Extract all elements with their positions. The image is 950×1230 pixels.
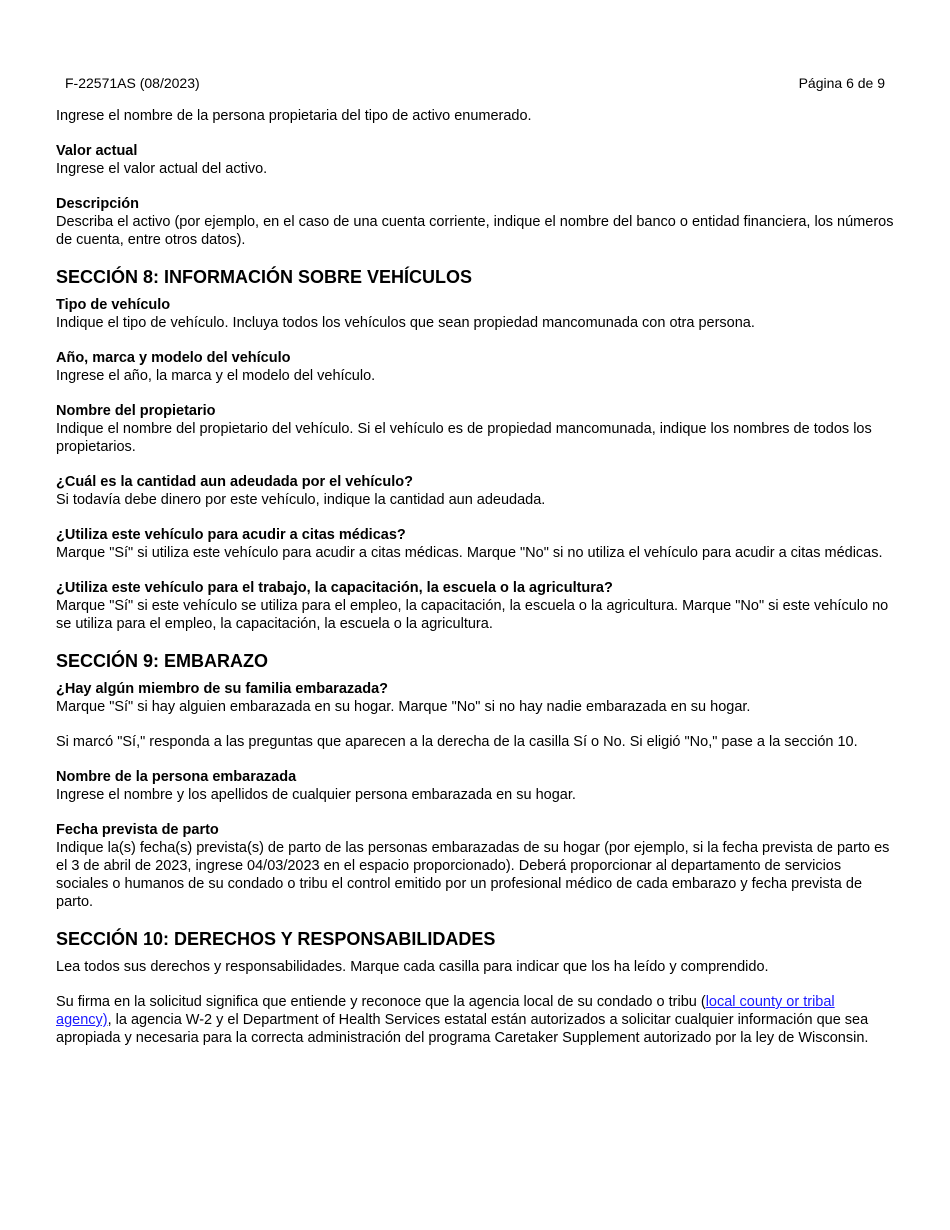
current-value-text: Ingrese el valor actual del activo. <box>56 161 268 177</box>
item-text: Marque "Sí" si utiliza este vehículo para acudir a citas médicas. Marque "No" si no utiliza el vehículo para acudir a citas médicas. <box>56 545 883 561</box>
document-body <box>56 107 894 1064</box>
item-label: Tipo de vehículo <box>56 297 171 313</box>
description-label: Descripción <box>56 196 139 212</box>
vehicle-type-block <box>56 296 894 332</box>
due-date-text: Indique la(s) fecha(s) prevista(s) de parto de las personas embarazadas de su hogar (por ejemplo, si la fecha prevista de parto es el 3 de abril de 2023, ingrese 04/03/2023 en el espacio proporcionado). Deberá proporcionar al departamento de servicios sociales o humanos de su condado o tribu el control emitido por un profesional médico de cada embarazo y fecha prevista de parto. <box>56 840 890 910</box>
due-date-label: Fecha prevista de parto <box>56 822 219 838</box>
medical-use-block <box>56 526 894 562</box>
description-block <box>56 195 894 249</box>
page-number: Página 6 de 9 <box>798 75 885 91</box>
amount-owed-block <box>56 473 894 509</box>
pregnancy-question-block <box>56 680 894 716</box>
item-text: Indique el nombre del propietario del vehículo. Si el vehículo es de propiedad mancomunada, indique los nombres de todos los propietarios. <box>56 421 872 455</box>
item-label: ¿Cuál es la cantidad aun adeudada por el vehículo? <box>56 474 413 490</box>
section-8-heading: SECCIÓN 8: INFORMACIÓN SOBRE VEHÍCULOS <box>56 267 473 287</box>
due-date-block <box>56 821 894 911</box>
pregnant-person-name-text: Ingrese el nombre y los apellidos de cualquier persona embarazada en su hogar. <box>56 787 576 803</box>
item-label: ¿Utiliza este vehículo para el trabajo, la capacitación, la escuela o la agricultura? <box>56 580 613 596</box>
owner-instruction: Ingrese el nombre de la persona propietaria del tipo de activo enumerado. <box>56 108 532 124</box>
item-text: Si todavía debe dinero por este vehículo, indique la cantidad aun adeudada. <box>56 492 546 508</box>
pregnancy-question-text: Marque "Sí" si hay alguien embarazada en su hogar. Marque "No" si no hay nadie embarazada en su hogar. <box>56 699 751 715</box>
work-use-block <box>56 579 894 633</box>
vehicle-owner-block <box>56 402 894 456</box>
item-text: Marque "Sí" si este vehículo se utiliza para el empleo, la capacitación, la escuela o la agricultura. Marque "No" si este vehículo no se utiliza para el empleo, la capacitación, la escuela o la agricultura. <box>56 598 889 632</box>
item-text: Ingrese el año, la marca y el modelo del vehículo. <box>56 368 376 384</box>
current-value-block <box>56 142 894 178</box>
signature-text-start: Su firma en la solicitud significa que entiende y reconoce que la agencia local de su condado o tribu ( <box>56 994 706 1010</box>
item-text: Indique el tipo de vehículo. Incluya todos los vehículos que sean propiedad mancomunada con otra persona. <box>56 315 755 331</box>
signature-text-end: , la agencia W-2 y el Department of Health Services estatal están autorizados a solicitar cualquier información que sea apropiada y necesaria para la correcta administración del programa Caretaker Supplement autorizado por la ley de Wisconsin. <box>56 1012 869 1046</box>
item-label: Nombre del propietario <box>56 403 216 419</box>
local-agency-link[interactable]: local county or tribal agency) <box>56 994 835 1028</box>
section-10-heading: SECCIÓN 10: DERECHOS Y RESPONSABILIDADES <box>56 929 496 949</box>
form-id: F-22571AS (08/2023) <box>65 75 200 91</box>
item-label: ¿Utiliza este vehículo para acudir a citas médicas? <box>56 527 406 543</box>
item-label: Año, marca y modelo del vehículo <box>56 350 291 366</box>
pregnancy-question-label: ¿Hay algún miembro de su familia embarazada? <box>56 681 388 697</box>
description-text: Describa el activo (por ejemplo, en el caso de una cuenta corriente, indique el nombre del banco o entidad financiera, los números de cuenta, entre otros datos). <box>56 214 894 248</box>
signature-paragraph <box>56 993 894 1047</box>
section-9-heading: SECCIÓN 9: EMBARAZO <box>56 651 269 671</box>
pregnant-person-name-label: Nombre de la persona embarazada <box>56 769 297 785</box>
rights-instruction: Lea todos sus derechos y responsabilidades. Marque cada casilla para indicar que los ha leído y comprendido. <box>56 959 769 975</box>
pregnancy-note: Si marcó "Sí," responda a las preguntas que aparecen a la derecha de la casilla Sí o No. Si eligió "No," pase a la sección 10. <box>56 734 858 750</box>
current-value-label: Valor actual <box>56 143 138 159</box>
vehicle-year-make-model-block <box>56 349 894 385</box>
pregnant-person-name-block <box>56 768 894 804</box>
